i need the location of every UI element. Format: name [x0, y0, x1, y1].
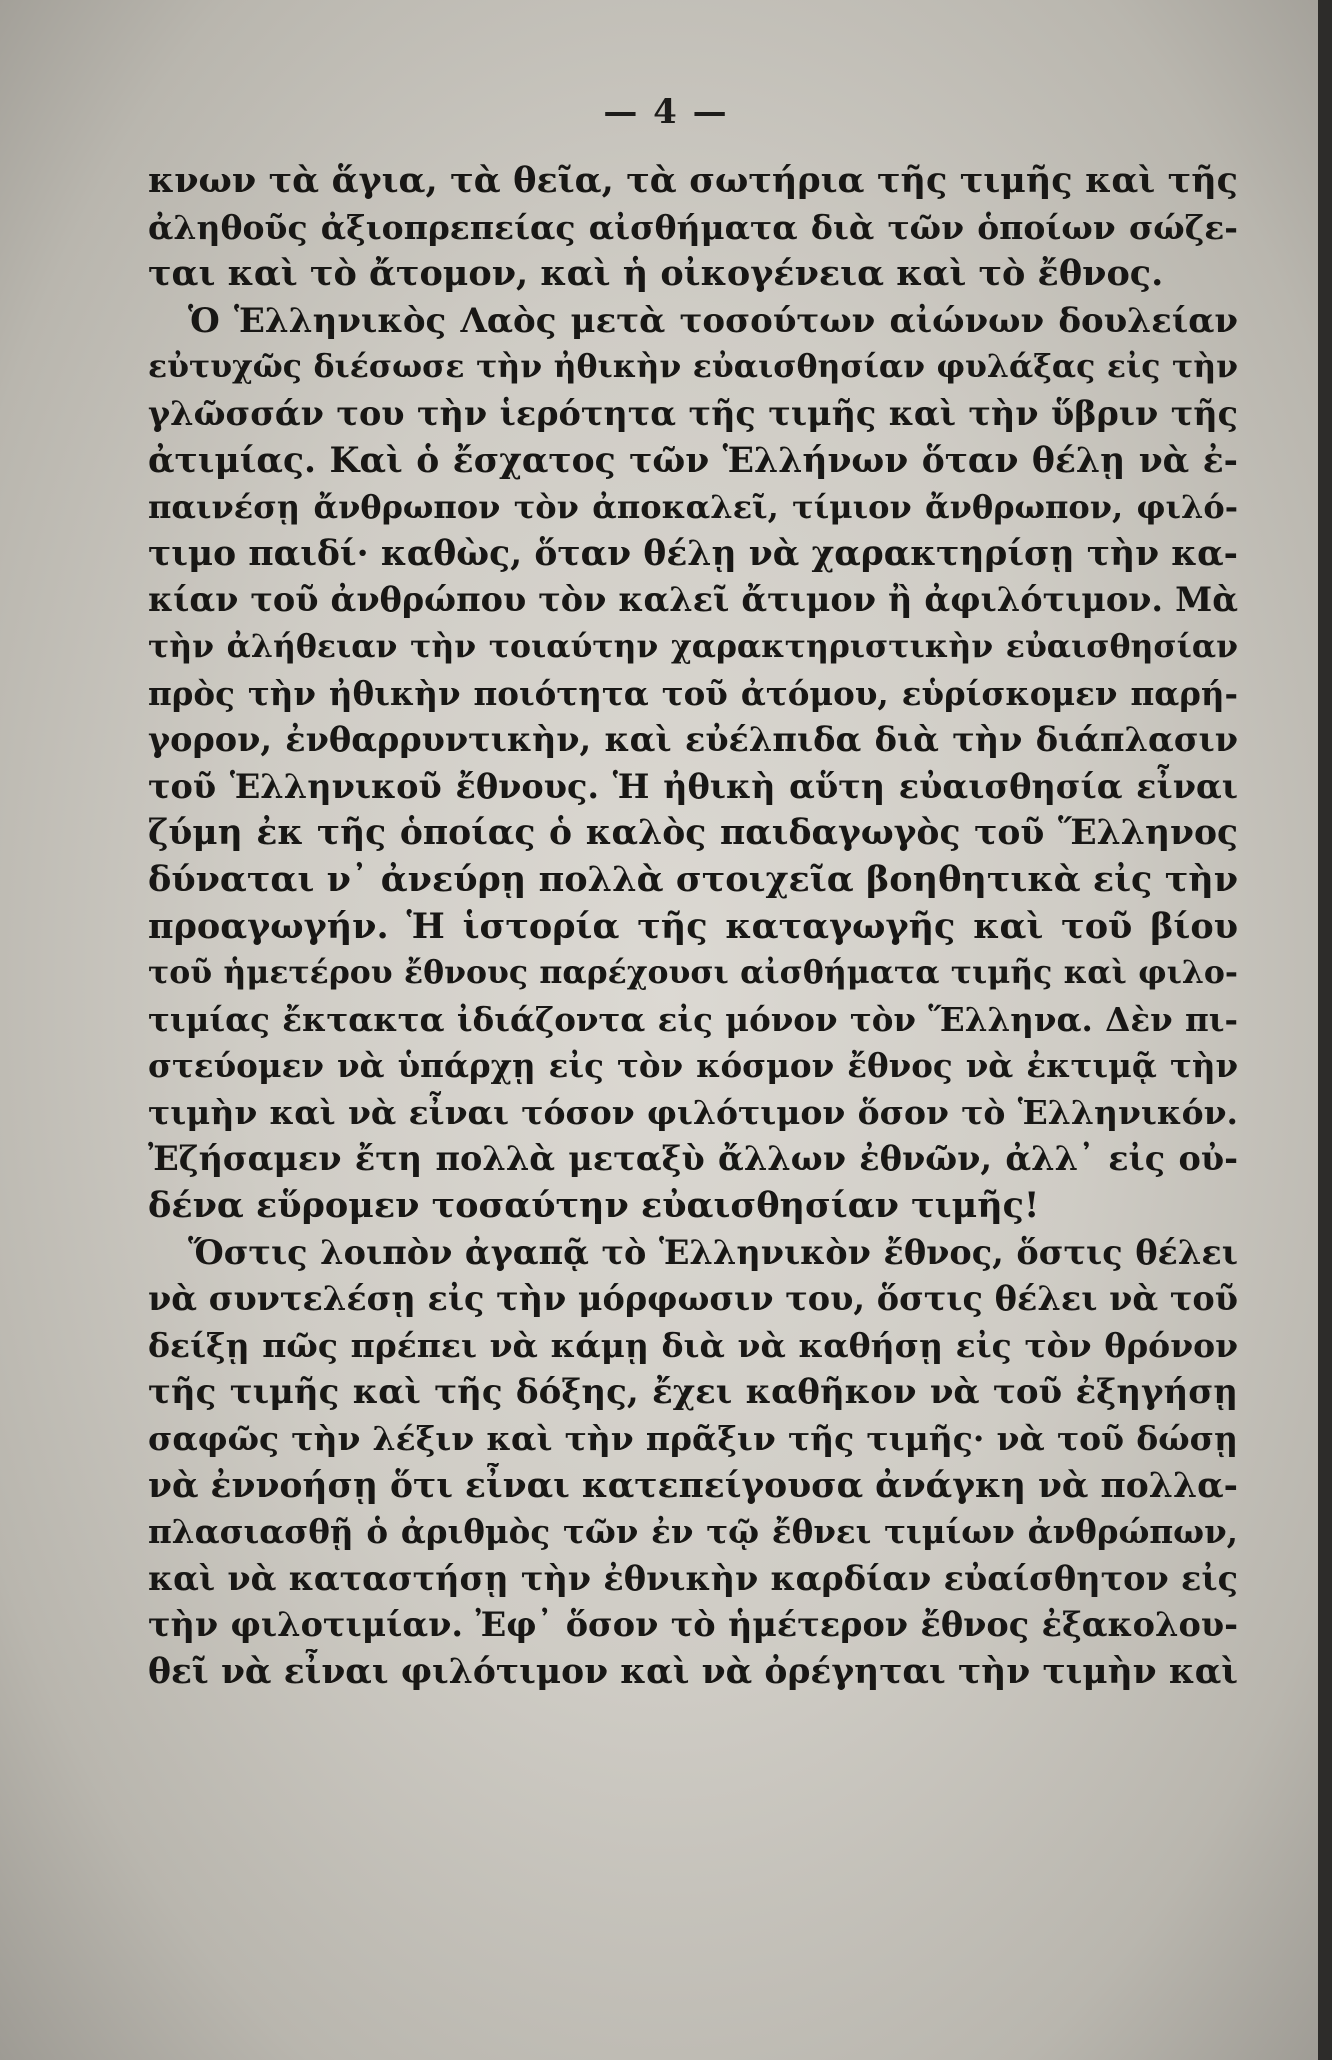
text-line: τοῦ Ἑλληνικοῦ ἔθνους. Ἡ ἠθικὴ αὕτη εὐαισθησία εἶναι [148, 766, 1238, 806]
page-number: — 4 — [603, 92, 729, 132]
page-edge-shadow [1318, 0, 1332, 2060]
text-line: τὴν φιλοτιμίαν. Ἐφ᾽ ὅσον τὸ ἡμέτερον ἔθνος ἐξακολου- [148, 1605, 1238, 1645]
text-line: κνων τὰ ἅγια, τὰ θεῖα, τὰ σωτήρια τῆς τιμῆς καὶ τῆς [148, 160, 1238, 201]
text-line: τῆς τιμῆς καὶ τῆς δόξης, ἔχει καθῆκον νὰ τοῦ ἐξηγήσῃ [148, 1372, 1238, 1413]
text-line: πρὸς τὴν ἠθικὴν ποιότητα τοῦ ἀτόμου, εὑρίσκομεν παρή- [148, 673, 1238, 713]
text-line: τὴν ἀλήθειαν τὴν τοιαύτην χαρακτηριστικὴν εὐαισθησίαν [148, 627, 1238, 665]
text-line: νὰ συντελέσῃ εἰς τὴν μόρφωσιν του, ὅστις θέλει νὰ τοῦ [148, 1279, 1238, 1319]
text-line: Ὅστις λοιπὸν ἀγαπᾷ τὸ Ἑλληνικὸν ἔθνος, ὅστις θέλει [188, 1232, 1238, 1272]
text-line: τιμο παιδί· καθὼς, ὅταν θέλῃ νὰ χαρακτηρίσῃ τὴν κα- [148, 533, 1238, 574]
text-line: καὶ νὰ καταστήσῃ τὴν ἐθνικὴν καρδίαν εὐαίσθητον εἰς [148, 1558, 1238, 1598]
text-line: τιμὴν καὶ νὰ εἶναι τόσον φιλότιμον ὅσον τὸ Ἑλληνικόν. [148, 1092, 1238, 1132]
text-line: νὰ ἐννοήσῃ ὅτι εἶναι κατεπείγουσα ἀνάγκη νὰ πολλα- [148, 1465, 1238, 1506]
text-line: δύναται ν᾽ ἀνεύρῃ πολλὰ στοιχεῖα βοηθητικὰ εἰς τὴν [148, 858, 1238, 900]
text-line: πλασιασθῇ ὁ ἀριθμὸς τῶν ἐν τῷ ἔθνει τιμίων ἀνθρώπων, [148, 1512, 1238, 1552]
text-line: ζύμη ἐκ τῆς ὁποίας ὁ καλὸς παιδαγωγὸς τοῦ Ἕλληνος [148, 813, 1238, 854]
text-line: δείξῃ πῶς πρέπει νὰ κάμῃ διὰ νὰ καθήσῃ εἰς τὸν θρόνον [148, 1325, 1238, 1365]
text-line: κίαν τοῦ ἀνθρώπου τὸν καλεῖ ἄτιμον ἢ ἀφιλότιμον. Μὰ [148, 580, 1238, 620]
text-line: Ὁ Ἑλληνικὸς Λαὸς μετὰ τοσούτων αἰώνων δουλείαν [188, 300, 1238, 341]
text-line: γορον, ἐνθαρρυντικὴν, καὶ εὐέλπιδα διὰ τὴν διάπλασιν [148, 720, 1238, 760]
text-line: στεύομεν νὰ ὑπάρχῃ εἰς τὸν κόσμον ἔθνος νὰ ἐκτιμᾷ τὴν [148, 1046, 1238, 1086]
text-line: θεῖ νὰ εἶναι φιλότιμον καὶ νὰ ὀρέγηται τὴν τιμὴν καὶ [148, 1652, 1238, 1692]
text-line: Ἐζήσαμεν ἔτη πολλὰ μεταξὺ ἄλλων ἐθνῶν, ἀλλ᾽ εἰς οὐ- [148, 1139, 1238, 1179]
text-line: εὐτυχῶς διέσωσε τὴν ἠθικὴν εὐαισθησίαν φυλάξας εἰς τὴν [148, 348, 1238, 386]
text-line: παινέσῃ ἄνθρωπον τὸν ἀποκαλεῖ, τίμιον ἄνθρωπον, φιλό- [148, 488, 1238, 527]
text-line: τοῦ ἡμετέρου ἔθνους παρέχουσι αἰσθήματα τιμῆς καὶ φιλο- [148, 954, 1238, 992]
text-line: προαγωγήν. Ἡ ἱστορία τῆς καταγωγῆς καὶ τοῦ βίου [148, 905, 1238, 947]
text-line: τιμίας ἔκτακτα ἰδιάζοντα εἰς μόνον τὸν Ἕλληνα. Δὲν πι- [148, 999, 1238, 1039]
text-line: ται καὶ τὸ ἄτομον, καὶ ἡ οἰκογένεια καὶ τὸ ἔθνος. [148, 253, 1164, 295]
text-line: γλῶσσάν του τὴν ἱερότητα τῆς τιμῆς καὶ τὴν ὕβριν τῆς [148, 393, 1238, 433]
text-line: σαφῶς τὴν λέξιν καὶ τὴν πρᾶξιν τῆς τιμῆς· νὰ τοῦ δώσῃ [148, 1419, 1238, 1459]
text-line: ἀληθοῦς ἀξιοπρεπείας αἰσθήματα διὰ τῶν ὁποίων σώζε- [148, 207, 1238, 247]
body-text [148, 158, 1238, 1696]
text-line: δένα εὕρομεν τοσαύτην εὐαισθησίαν τιμῆς! [148, 1185, 1040, 1227]
text-line: ἀτιμίας. Καὶ ὁ ἔσχατος τῶν Ἑλλήνων ὅταν θέλῃ νὰ ἐ- [148, 440, 1238, 481]
